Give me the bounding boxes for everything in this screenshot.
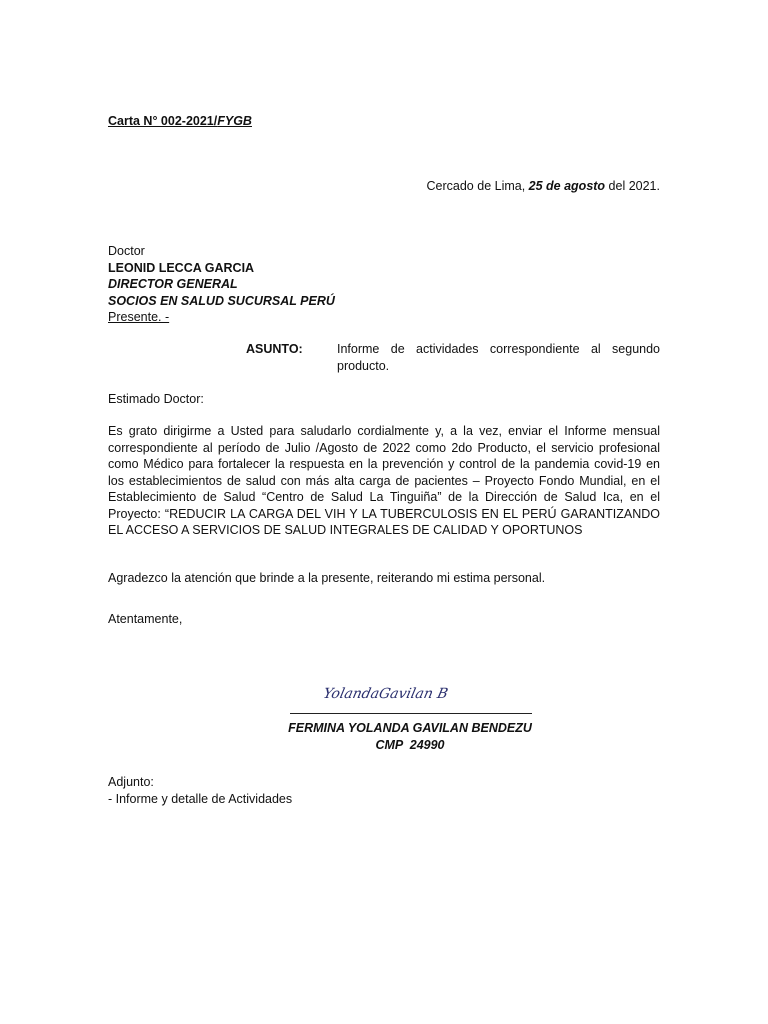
subject-label: ASUNTO: [246, 342, 303, 356]
attachment-label: Adjunto: [108, 775, 154, 789]
attachment-item: - Informe y detalle de Actividades [108, 791, 293, 806]
closing: Atentamente, [108, 612, 183, 626]
recipient-salutation: Doctor [108, 244, 145, 258]
signer-name: FERMINA YOLANDA GAVILAN BENDEZU [288, 721, 532, 735]
attachment-block [108, 774, 292, 807]
date-prefix: Cercado de Lima, [426, 179, 529, 193]
subject-text: Informe de actividades correspondiente al segundo producto. [337, 342, 660, 373]
body-paragraph: Es grato dirigirme a Usted para saludarlo cordialmente y, a la vez, enviar el Informe mensual correspondiente al período de Julio /Agosto de 2022 como 2do Producto, el servicio profesional como Médico para fortalecer la respuesta en la prevención y control de la pandemia covid-19 en los establecimientos de salud con más alta carga de pacientes – Proyecto Fondo Mundial, en el Establecimiento de Salud “Centro de Salud La Tinguiña” de la Dirección de Salud Ica, en el Proyecto: “REDUCIR LA CARGA DEL VIH Y LA TUBERCULOSIS EN EL PERÚ GARANTIZANDO EL ACCESO A SERVICIOS DE SALUD INTEGRALES DE CALIDAD Y OPORTUNOS [108, 424, 660, 537]
recipient-name: LEONID LECCA GARCIA [108, 260, 255, 275]
recipient-presente: Presente. - [108, 310, 170, 324]
greeting: Estimado Doctor: [108, 392, 204, 406]
thanks-line: Agradezco la atención que brinde a la presente, reiterando mi estima personal. [108, 571, 546, 585]
letter-number [108, 113, 252, 130]
recipient-title: DIRECTOR GENERAL [108, 277, 238, 291]
date-emphasis: 25 de agosto [528, 179, 606, 193]
signer-cmp: CMP 24990 [375, 738, 445, 752]
recipient-org: SOCIOS EN SALUD SUCURSAL PERÚ [108, 293, 335, 308]
letter-number-prefix: Carta N° 002-2021/ [108, 114, 218, 128]
signature-line [290, 713, 532, 714]
recipient-block [108, 243, 335, 326]
letter-date [427, 178, 660, 195]
handwritten-signature: YolandaGavilan B [321, 686, 450, 702]
letter-number-suffix: FYGB [217, 114, 252, 128]
date-suffix: del 2021. [605, 179, 660, 193]
